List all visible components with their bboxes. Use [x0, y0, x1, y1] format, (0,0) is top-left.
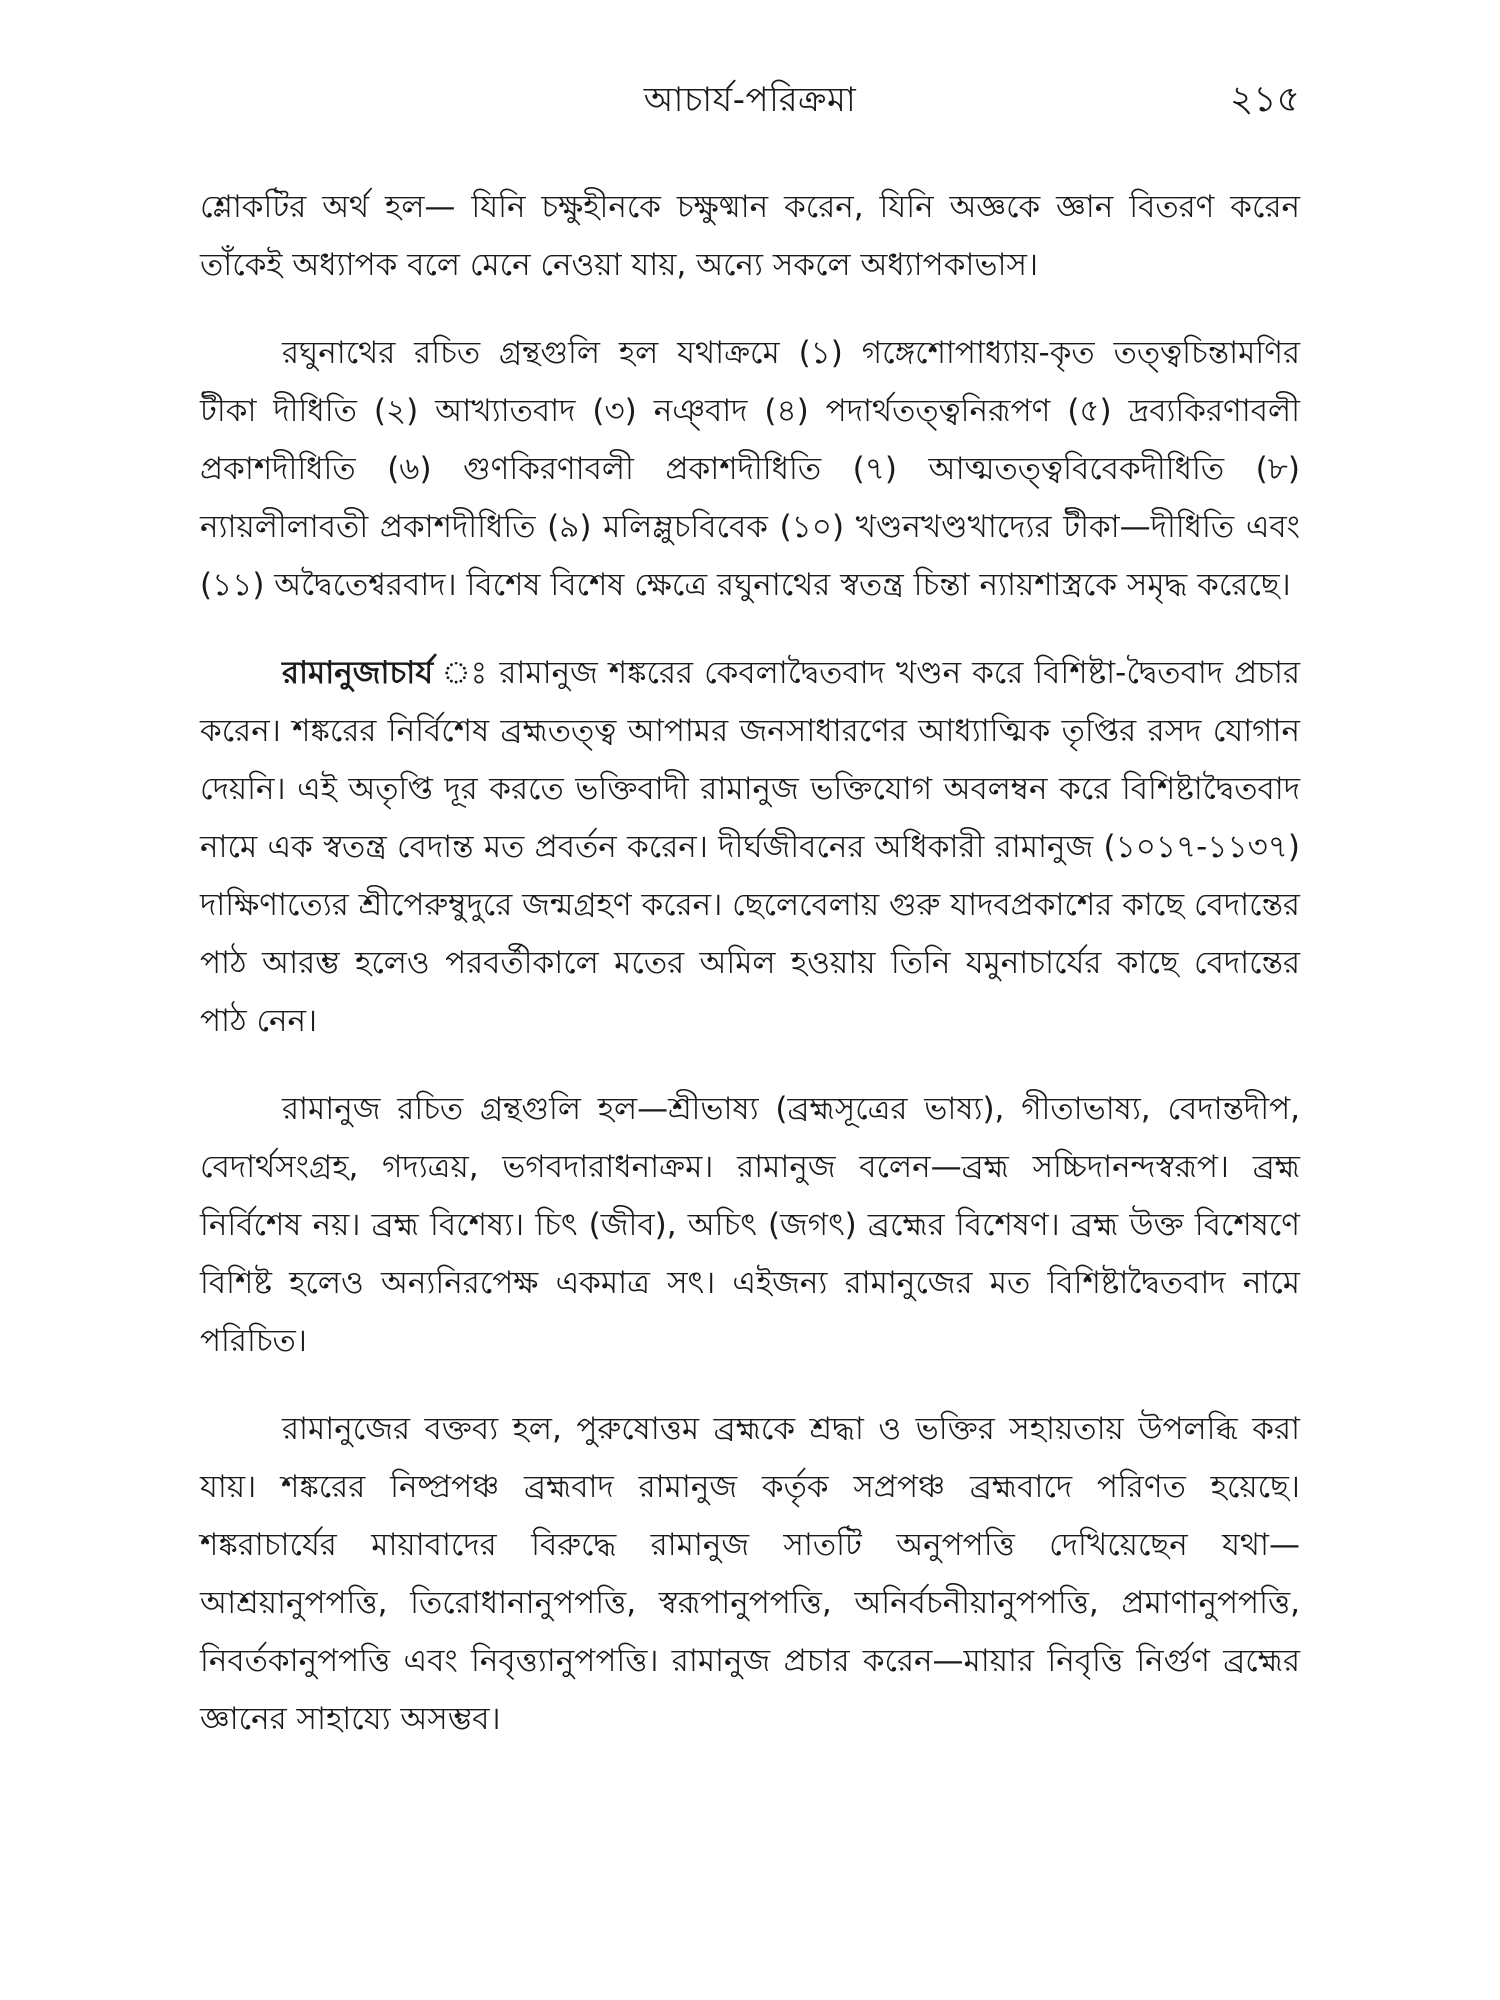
section-term-ramanujacharya: রামানুজাচার্য — [282, 655, 434, 691]
running-header — [200, 70, 1300, 130]
running-title: আচার্য-পরিক্রমা — [643, 80, 857, 120]
paragraph-raghunath-works: রঘুনাথের রচিত গ্রন্থগুলি হল যথাক্রমে (১) গঙ্গেশোপাধ্যায়-কৃত তত্ত্বচিন্তামণির টীকা দীধিতি (২) আখ্যাতবাদ (৩) নঞ্‌বাদ (৪) পদার্থতত্ত্বনিরূপণ (৫) দ্রব্যকিরণাবলী প্রকাশদীধিতি (৬) গুণকিরণাবলী প্রকাশদীধিতি (৭) আত্মতত্ত্ববিবেকদীধিতি (৮) ন্যায়লীলাবতী প্রকাশদীধিতি (৯) মলিম্লুচবিবেক (১০) খণ্ডনখণ্ডখাদ্যের টীকা—দীধিতি এবং (১১) অদ্বৈতেশ্বরবাদ। বিশেষ বিশেষ ক্ষেত্রে রঘুনাথের স্বতন্ত্র চিন্তা ন্যায়শাস্ত্রকে সমৃদ্ধ করেছে। — [200, 335, 1300, 603]
paragraph-ramanuja-statement: রামানুজের বক্তব্য হল, পুরুষোত্তম ব্রহ্মকে শ্রদ্ধা ও ভক্তির সহায়তায় উপলব্ধি করা যায়। শঙ্করের নিষ্প্রপঞ্চ ব্রহ্মবাদ রামানুজ কর্তৃক সপ্রপঞ্চ ব্রহ্মবাদে পরিণত হয়েছে। শঙ্করাচার্যের মায়াবাদের বিরুদ্ধে রামানুজ সাতটি অনুপপত্তি দেখিয়েছেন যথা—আশ্রয়ানুপপত্তি, তিরোধানানুপপত্তি, স্বরূপানুপপত্তি, অনির্বচনীয়ানুপপত্তি, প্রমাণানুপপত্তি, নিবর্তকানুপপত্তি এবং নিবৃত্ত্যানুপপত্তি। রামানুজ প্রচার করেন—মায়ার নিবৃত্তি নির্গুণ ব্রহ্মের জ্ঞানের সাহায্যে অসম্ভব। — [200, 1411, 1300, 1737]
paragraph-ramanuja-works: রামানুজ রচিত গ্রন্থগুলি হল—শ্রীভাষ্য (ব্রহ্মসূত্রের ভাষ্য), গীতাভাষ্য, বেদান্তদীপ, বেদার্থসংগ্রহ, গদ্যত্রয়, ভগবদারাধনাক্রম। রামানুজ বলেন—ব্রহ্ম সচ্চিদানন্দস্বরূপ। ব্রহ্ম নির্বিশেষ নয়। ব্রহ্ম বিশেষ্য। চিৎ (জীব), অচিৎ (জগৎ) ব্রহ্মের বিশেষণ। ব্রহ্ম উক্ত বিশেষণে বিশিষ্ট হলেও অন্যনিরপেক্ষ একমাত্র সৎ। এইজন্য রামানুজের মত বিশিষ্টাদ্বৈতবাদ নামে পরিচিত। — [200, 1091, 1300, 1359]
paragraph-sloka-meaning: শ্লোকটির অর্থ হল— যিনি চক্ষুহীনকে চক্ষুষ্মান করেন, যিনি অজ্ঞকে জ্ঞান বিতরণ করেন তাঁকেই অধ্যাপক বলে মেনে নেওয়া যায়, অন্যে সকলে অধ্যাপকাভাস। — [200, 189, 1300, 283]
paragraph-ramanujacharya — [200, 644, 1300, 1050]
body-text — [200, 178, 1300, 1778]
page-number: ২১৫ — [1229, 79, 1300, 120]
paragraph-ramanujacharya-text: ঃ রামানুজ শঙ্করের কেবলাদ্বৈতবাদ খণ্ডন করে বিশিষ্টা-দ্বৈতবাদ প্রচার করেন। শঙ্করের নির্বিশেষ ব্রহ্মতত্ত্ব আপামর জনসাধারণের আধ্যাত্মিক তৃপ্তির রসদ যোগান দেয়নি। এই অতৃপ্তি দূর করতে ভক্তিবাদী রামানুজ ভক্তিযোগ অবলম্বন করে বিশিষ্টাদ্বৈতবাদ নামে এক স্বতন্ত্র বেদান্ত মত প্রবর্তন করেন। দীর্ঘজীবনের অধিকারী রামানুজ (১০১৭-১১৩৭) দাক্ষিণাত্যের শ্রীপেরুম্বুদুরে জন্মগ্রহণ করেন। ছেলেবেলায় গুরু যাদবপ্রকাশের কাছে বেদান্তের পাঠ আরম্ভ হলেও পরবর্তীকালে মতের অমিল হওয়ায় তিনি যমুনাচার্যের কাছে বেদান্তের পাঠ নেন। — [200, 655, 1300, 1039]
